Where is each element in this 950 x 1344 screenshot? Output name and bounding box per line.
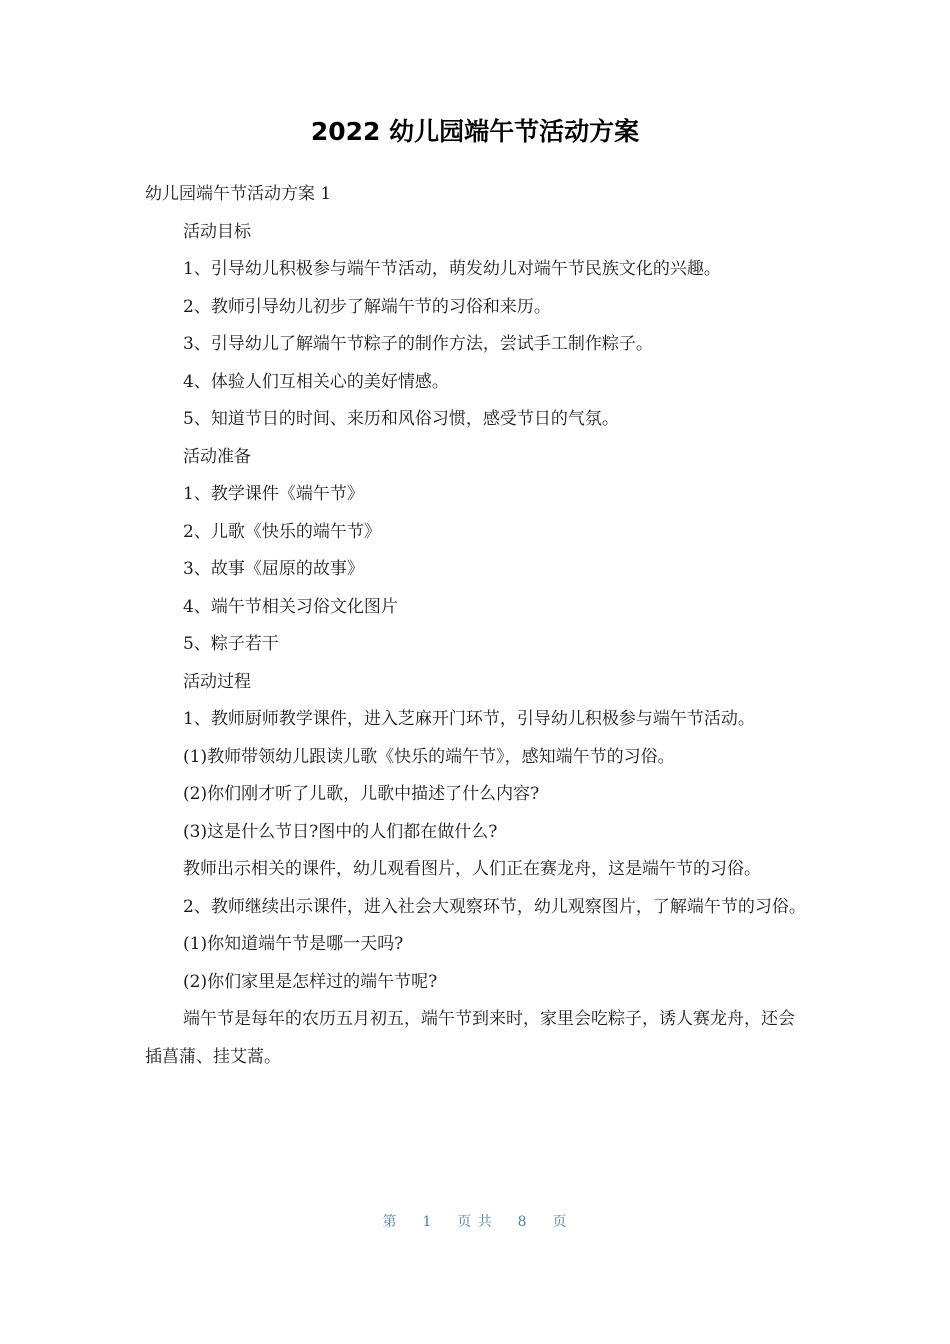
paragraph: 教师出示相关的课件，幼儿观看图片，人们正在赛龙舟，这是端午节的习俗。 (183, 859, 761, 879)
paragraph: 3、故事《屈原的故事》 (183, 559, 364, 579)
paragraph: 1、教学课件《端午节》 (183, 484, 364, 504)
footer-suffix: 页 (552, 1214, 568, 1230)
paragraph: 5、粽子若干 (183, 634, 279, 654)
footer-middle: 页 共 (457, 1214, 493, 1230)
subsection-heading: 活动目标 (183, 221, 251, 242)
paragraph: (1)你知道端午节是哪一天吗? (183, 934, 404, 954)
paragraph: 5、知道节日的时间、来历和风俗习惯，感受节日的气氛。 (183, 409, 619, 429)
paragraph: 1、引导幼儿积极参与端午节活动，萌发幼儿对端午节民族文化的兴趣。 (183, 259, 721, 279)
paragraph: 2、教师引导幼儿初步了解端午节的习俗和来历。 (183, 296, 551, 317)
footer-prefix: 第 (382, 1214, 398, 1230)
document-body (145, 176, 809, 1076)
page-footer (0, 1208, 950, 1236)
document-title: 2022 幼儿园端午节活动方案 (310, 117, 640, 146)
paragraph: 3、引导幼儿了解端午节粽子的制作方法，尝试手工制作粽子。 (183, 334, 653, 354)
paragraph: 1、教师厨师教学课件，进入芝麻开门环节，引导幼儿积极参与端午节活动。 (183, 709, 755, 729)
section-heading: 幼儿园端午节活动方案 1 (145, 184, 332, 204)
paragraph: 2、儿歌《快乐的端午节》 (183, 521, 381, 542)
paragraph: (2)你们家里是怎样过的端午节呢? (183, 971, 438, 992)
subsection-heading: 活动过程 (183, 671, 251, 692)
page-number-total: 8 (517, 1214, 528, 1230)
paragraph: 4、端午节相关习俗文化图片 (183, 596, 398, 617)
subsection-heading: 活动准备 (183, 446, 251, 467)
paragraph: 4、体验人们互相关心的美好情感。 (183, 371, 449, 392)
page-number-current: 1 (422, 1214, 433, 1230)
paragraph: (2)你们刚才听了儿歌，儿歌中描述了什么内容? (183, 784, 540, 804)
paragraph: 端午节是每年的农历五月初五，端午节到来时，家里会吃粽子，诱人赛龙舟，还会插菖蒲、挂艾蒿。 (145, 1009, 795, 1067)
paragraph: (1)教师带领幼儿跟读儿歌《快乐的端午节》，感知端午节的习俗。 (183, 746, 675, 767)
paragraph: 2、教师继续出示课件，进入社会大观察环节，幼儿观察图片，了解端午节的习俗。 (183, 896, 806, 917)
paragraph: (3)这是什么节日?图中的人们都在做什么? (183, 821, 498, 842)
